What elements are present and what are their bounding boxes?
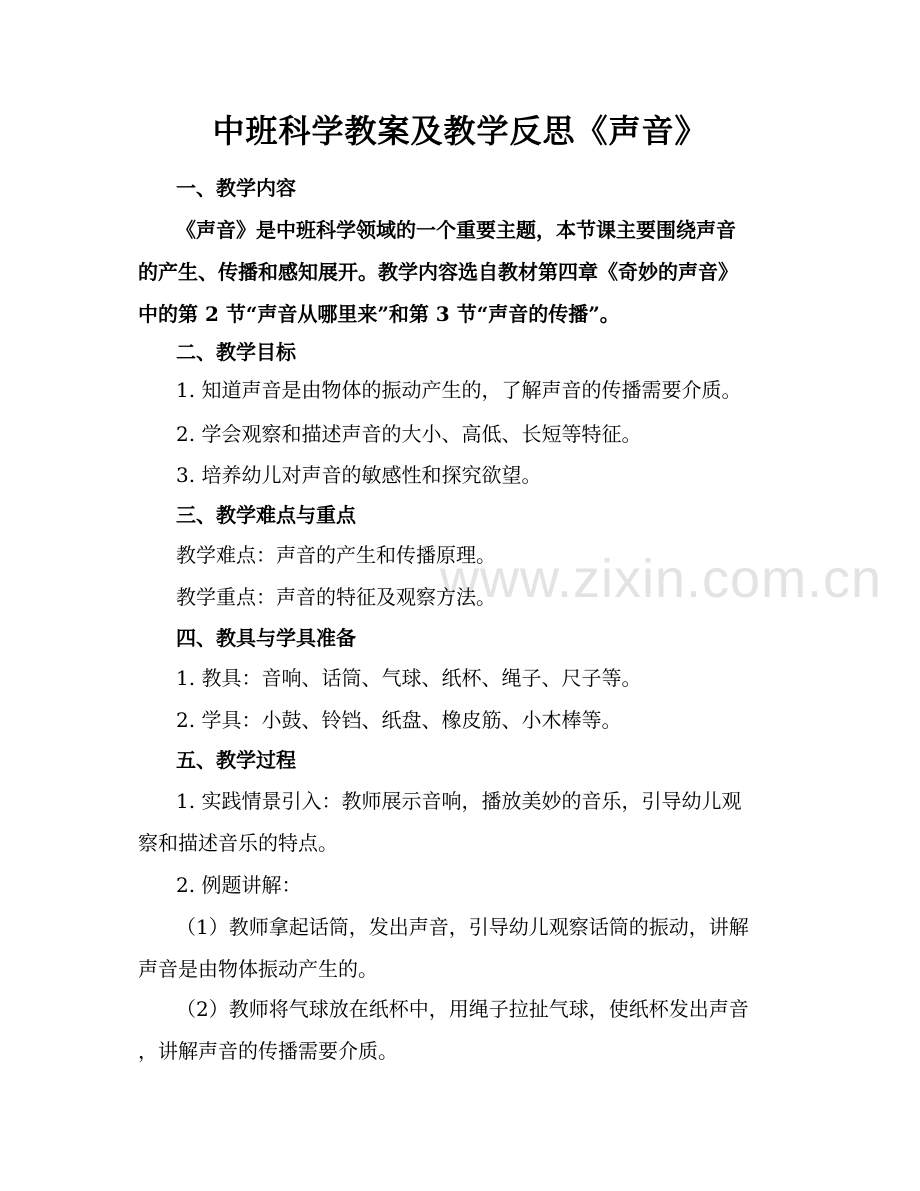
- paragraph-line: （2）教师将气球放在纸杯中，用绳子拉扯气球，使纸杯发出声音: [176, 997, 749, 1021]
- list-item: 3. 培养幼儿对声音的敏感性和探究欲望。: [176, 463, 542, 487]
- paragraph-line: ，讲解声音的传播需要介质。: [138, 1039, 398, 1063]
- paragraph-line: 《声音》是中班科学领域的一个重要主题，本节课主要围绕声音: [176, 218, 736, 242]
- document-title: 中班科学教案及教学反思《声音》: [212, 112, 708, 150]
- section-heading-materials: 四、教具与学具准备: [176, 626, 356, 650]
- paragraph-line: 1. 实践情景引入：教师展示音响，播放美妙的音乐，引导幼儿观: [176, 789, 742, 813]
- list-item: 1. 教具：音响、话筒、气球、纸杯、绳子、尺子等。: [176, 666, 642, 690]
- section-heading-content: 一、教学内容: [176, 176, 296, 200]
- list-item: 2. 学具：小鼓、铃铛、纸盘、橡皮筋、小木棒等。: [176, 708, 622, 732]
- section-heading-objectives: 二、教学目标: [176, 340, 296, 364]
- paragraph-line: 声音是由物体振动产生的。: [138, 957, 378, 981]
- paragraph-line: 察和描述音乐的特点。: [138, 831, 338, 855]
- list-item: 2. 学会观察和描述声音的大小、高低、长短等特征。: [176, 422, 642, 446]
- watermark: www.zixin.com.cn: [440, 549, 883, 609]
- paragraph-line: 教学难点：声音的产生和传播原理。: [176, 543, 496, 567]
- section-heading-process: 五、教学过程: [176, 748, 296, 772]
- paragraph-line: 中的第 2 节“声音从哪里来”和第 3 节“声音的传播”。: [138, 302, 620, 326]
- paragraph-line: 的产生、传播和感知展开。教学内容选自教材第四章《奇妙的声音》: [138, 260, 738, 284]
- paragraph-line: 2. 例题讲解：: [176, 873, 302, 897]
- paragraph-line: 教学重点：声音的特征及观察方法。: [176, 585, 496, 609]
- paragraph-line: （1）教师拿起话筒，发出声音，引导幼儿观察话筒的振动，讲解: [176, 915, 749, 939]
- section-heading-difficulties: 三、教学难点与重点: [176, 503, 356, 527]
- list-item: 1. 知道声音是由物体的振动产生的，了解声音的传播需要介质。: [176, 378, 742, 402]
